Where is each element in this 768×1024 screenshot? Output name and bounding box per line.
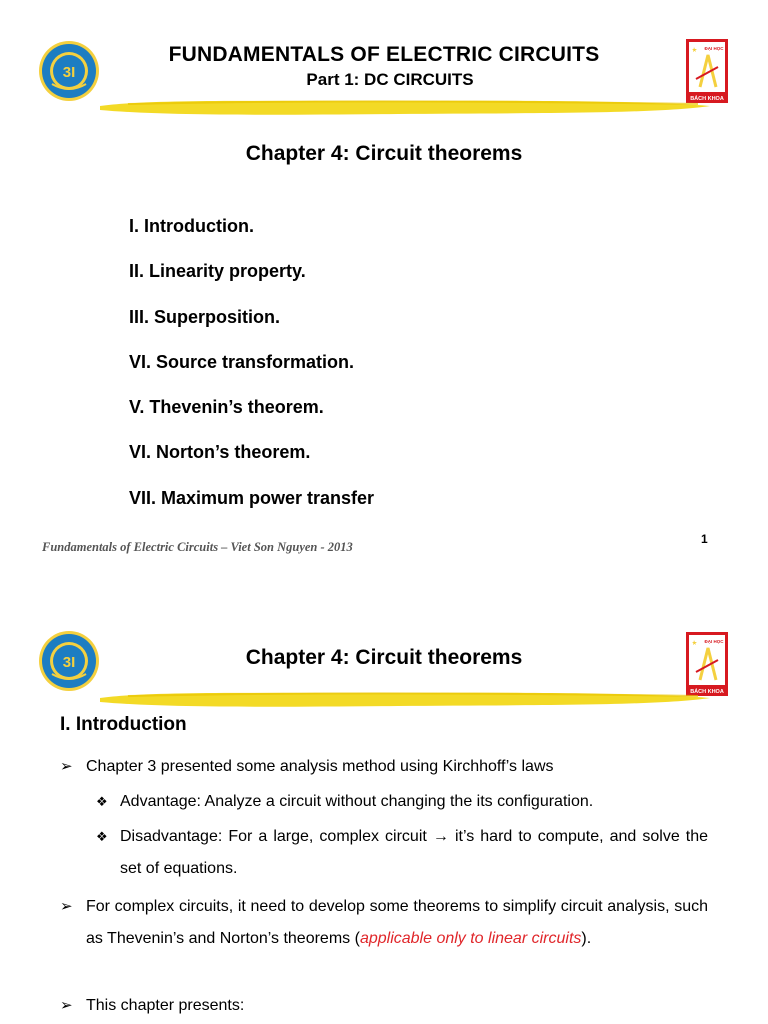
page-number: 1	[701, 532, 708, 546]
chapter-title: Chapter 4: Circuit theorems	[245, 646, 523, 669]
logo-bottom-text: BÁCH KHOA	[690, 689, 724, 695]
bullet-text-part: ).	[581, 930, 592, 947]
logo-top-text: ĐẠI HỌC	[704, 639, 724, 644]
toc-item: I. Introduction.	[129, 216, 254, 236]
implies-arrow-icon: →	[432, 828, 449, 845]
toc-item: VI. Source transformation.	[129, 351, 355, 372]
course-subtitle: Part 1: DC CIRCUITS	[306, 70, 474, 89]
arrow-bullet-icon: ➢	[60, 898, 73, 915]
diamond-bullet-icon: ❖	[96, 829, 108, 844]
bullet-text: Chapter 3 presented some analysis method using Kirchhoff’s laws	[86, 758, 554, 775]
sub-bullet-text-part: it’s hard to compute, and solve the set of equations.	[120, 828, 709, 877]
logo-seal-text: 3I	[62, 654, 76, 671]
toc-item: VI. Norton’s theorem.	[129, 442, 311, 463]
logo-top-text: ĐẠI HỌC	[704, 46, 724, 51]
logo-bottom-text: BÁCH KHOA	[690, 96, 724, 102]
section-heading: I. Introduction	[60, 714, 187, 735]
toc-item: V. Thevenin’s theorem.	[129, 397, 324, 418]
logo-seal-text: 3I	[62, 64, 76, 81]
diamond-bullet-icon: ❖	[96, 794, 108, 809]
sub-bullet-text-part: Disadvantage: For a large, complex circuit	[120, 828, 427, 845]
arrow-bullet-icon: ➢	[60, 758, 73, 775]
slide-footer: Fundamentals of Electric Circuits – Viet Son Nguyen - 2013	[42, 540, 353, 554]
sub-bullet-text	[120, 821, 708, 885]
bullet-text: This chapter presents:	[86, 997, 245, 1014]
yellow-brush-stroke	[98, 684, 713, 714]
table-of-contents	[129, 214, 374, 531]
toc-item: II. Linearity property.	[129, 261, 306, 282]
bullet-text	[86, 891, 708, 955]
highlight-text: applicable only to linear circuits	[359, 930, 582, 947]
toc-item: III. Superposition.	[129, 306, 281, 327]
slide-2	[0, 590, 768, 1024]
sub-bullet-text: Advantage: Analyze a circuit without changing the its configuration.	[120, 793, 594, 810]
toc-item: VII. Maximum power transfer	[129, 487, 375, 508]
yellow-brush-stroke	[98, 92, 713, 122]
course-title: FUNDAMENTALS OF ELECTRIC CIRCUITS	[168, 43, 600, 66]
arrow-bullet-icon: ➢	[60, 997, 73, 1014]
bullet-text-part: For complex circuits, it need to develop some theorems to simplify circuit analysis, such as Thevenin’s and Norton’s theorems (	[86, 898, 708, 947]
chapter-title: Chapter 4: Circuit theorems	[245, 142, 523, 165]
